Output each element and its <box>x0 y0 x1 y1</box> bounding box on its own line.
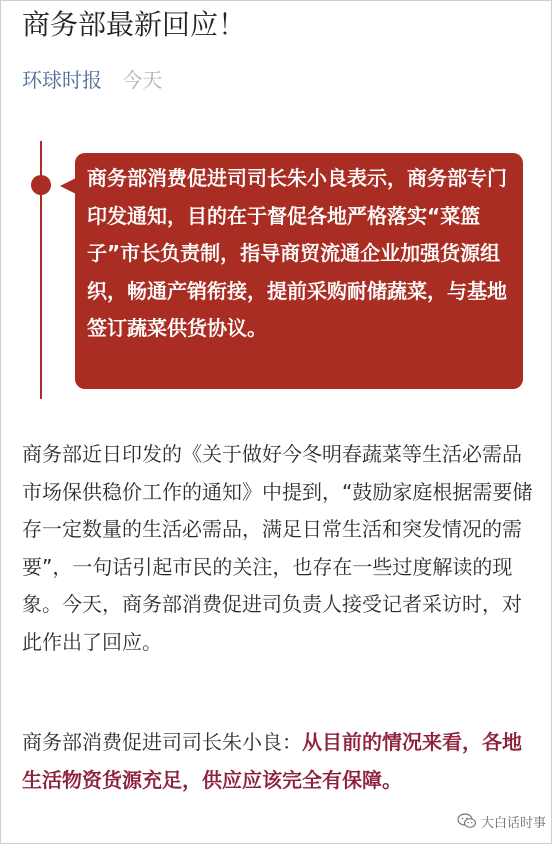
article-meta <box>22 66 162 94</box>
quote-bubble <box>75 153 523 389</box>
quote-text: 商务部消费促进司司长朱小良表示，商务部专门印发通知，目的在于督促各地严格落实“菜篮子”市长负责制，指导商贸流通企业加强货源组织，畅通产销衔接，提前采购耐储蔬菜，与基地签订蔬菜供货协议。 <box>87 166 507 340</box>
article-title: 商务部最新回应！ <box>22 8 247 41</box>
watermark <box>457 810 546 832</box>
watermark-label: 大白话时事 <box>480 815 546 831</box>
paragraph-2-emphasis: 从目前的情况来看，各地生活物资货源充足，供应应该完全有保障。 <box>22 730 522 792</box>
body-paragraph-1: 商务部近日印发的《关于做好今冬明春蔬菜等生活必需品市场保供稳价工作的通知》中提到，“鼓励家庭根据需要储存一定数量的生活必需品，满足日常生活和突发情况的需要”，一句话引起市民的关注，也存在一些过度解读的现象。今天，商务部消费促进司负责人接受记者采访时，对此作出了回应。 <box>22 442 533 654</box>
body-paragraph-2 <box>22 724 534 799</box>
timeline-dot <box>31 175 51 195</box>
article-source-link[interactable]: 环球时报 <box>22 68 102 92</box>
article-time: 今天 <box>122 68 163 92</box>
wechat-icon <box>457 813 477 829</box>
paragraph-2-lead: 商务部消费促进司司长朱小良： <box>22 730 302 754</box>
quote-bubble-pointer <box>60 178 76 194</box>
